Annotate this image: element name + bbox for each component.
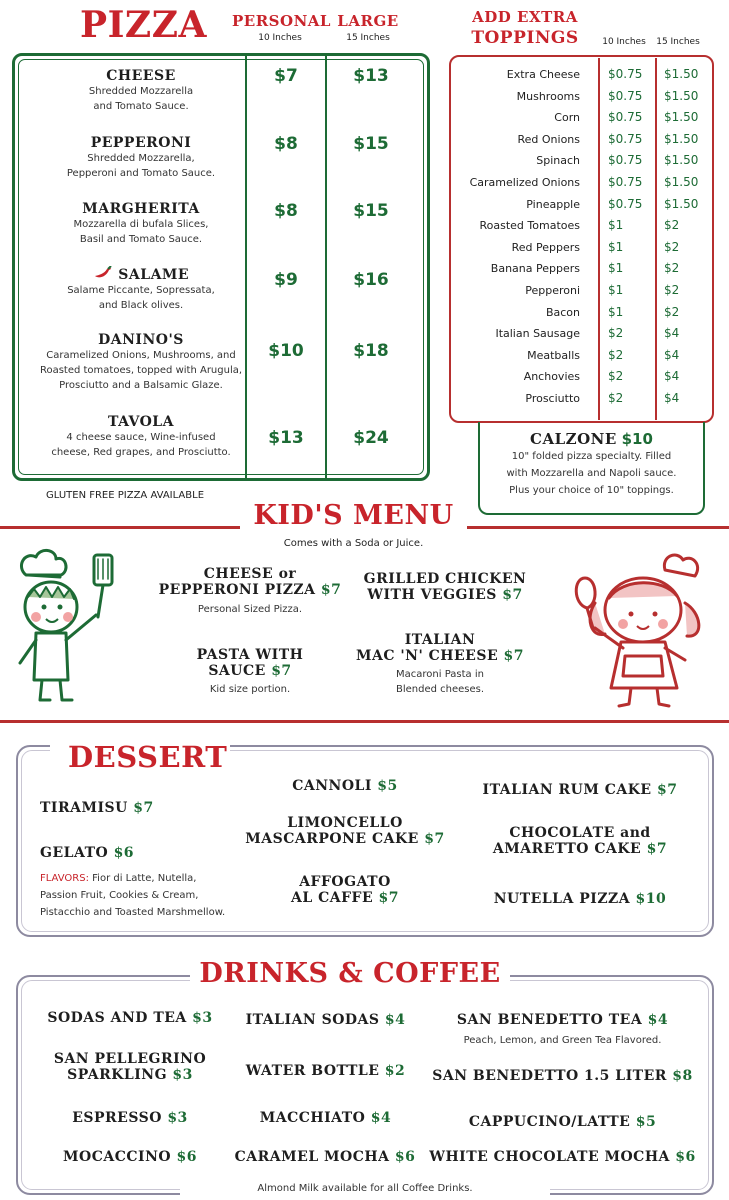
pizza-desc: Pepperoni and Tomato Sauce. [66, 168, 216, 179]
topping-name: Italian Sausage [495, 327, 580, 341]
topping-price-15: $1.50 [664, 153, 699, 168]
topping-row [449, 129, 714, 151]
drink-pellegrino [30, 1051, 230, 1083]
drink-name: SAN BENEDETTO TEA [456, 1012, 643, 1028]
drink-name: CAPPUCINO/LATTE [468, 1114, 631, 1130]
pizza-desc: and Black olives. [98, 300, 184, 311]
drink-price: $6 [675, 1149, 696, 1165]
topping-row [449, 280, 714, 302]
topping-price-15: $2 [664, 218, 680, 233]
topping-row [449, 302, 714, 324]
topping-row [449, 172, 714, 194]
topping-price-10: $0.75 [608, 88, 643, 103]
topping-price-10: $2 [608, 391, 624, 405]
dessert-item-price: $7 [424, 831, 445, 847]
drink-price: $5 [635, 1114, 657, 1130]
topping-row [449, 345, 714, 367]
drink-sodas [30, 1010, 230, 1026]
dessert-item-gelato [40, 845, 134, 861]
dessert-item-tiramisu [40, 800, 154, 816]
topping-name: Extra Cheese [506, 68, 580, 81]
topping-price-15: $2 [664, 283, 680, 297]
drink-benedetto-tea [430, 1012, 695, 1028]
pizza-desc: Basil and Tomato Sauce. [79, 234, 203, 245]
topping-row [449, 366, 714, 388]
topping-row [449, 323, 714, 345]
topping-row [449, 388, 714, 410]
toppings-title-line1: ADD EXTRA [472, 8, 578, 26]
drink-benedetto-liter [425, 1068, 700, 1084]
drink-price: $2 [384, 1063, 406, 1079]
topping-price-15: $1.50 [664, 88, 699, 103]
topping-price-10: $0.75 [608, 131, 643, 146]
pizza-desc: 4 cheese sauce, Wine-infused [66, 432, 216, 443]
drink-name: SPARKLING [67, 1067, 168, 1083]
topping-price-10: $1 [608, 239, 624, 254]
dessert-item-name: ITALIAN RUM CAKE [482, 782, 652, 798]
topping-name: Caramelized Onions [469, 176, 580, 189]
topping-name: Roasted Tomatoes [479, 219, 580, 233]
col-personal-header: PERSONAL [232, 12, 331, 30]
dessert-item-price: $5 [377, 778, 398, 794]
kids-item-name: GRILLED CHICKEN [363, 571, 527, 587]
kids-item-chicken [355, 571, 535, 603]
pizza-item-cheese [28, 68, 254, 114]
kids-item-name-row [350, 648, 530, 664]
topping-row [449, 107, 714, 129]
pizza-desc: Roasted tomatoes, topped with Arugula, [39, 365, 243, 376]
drink-price: $3 [167, 1110, 188, 1126]
topping-price-10: $2 [608, 369, 624, 384]
kids-item-name: PEPPERONI PIZZA [158, 582, 316, 598]
kids-item-name-row [355, 587, 535, 603]
kids-divider-top-right [467, 526, 729, 529]
drink-caramel-mocha [220, 1149, 430, 1165]
topping-price-15: $2 [664, 304, 680, 319]
calzone-desc: with Mozzarella and Napoli sauce. [506, 468, 677, 479]
topping-price-10: $0.75 [608, 196, 643, 211]
pizza-item-daninos [22, 332, 260, 393]
pizza-price-large: $15 [353, 134, 389, 154]
kids-item-pasta [170, 647, 330, 697]
topping-row [449, 150, 714, 172]
pizza-name: CHEESE [106, 68, 176, 84]
calzone-desc: Plus your choice of 10" toppings. [509, 485, 674, 496]
pizza-item-salame [28, 266, 254, 313]
topping-price-10: $1 [608, 261, 624, 276]
dessert-item-price: $7 [378, 890, 399, 906]
pizza-price-personal: $7 [274, 66, 298, 86]
kids-item-name: ITALIAN [404, 632, 476, 648]
topping-name: Red Onions [517, 132, 580, 146]
topping-name: Pineapple [526, 197, 580, 211]
gelato-flavors-line [40, 870, 270, 887]
topping-name: Bacon [545, 305, 580, 319]
pizza-desc: Mozzarella di bufala Slices, [73, 219, 209, 230]
kids-divider-bottom [0, 720, 729, 723]
flavors-text: Passion Fruit, Cookies & Cream, [40, 890, 199, 901]
topping-name: Red Peppers [511, 240, 580, 254]
girl-chef-illustration [565, 548, 715, 713]
pizza-price-large: $13 [353, 66, 389, 86]
kids-item-name: CHEESE or [203, 566, 297, 582]
dessert-item-price: $7 [646, 841, 668, 857]
kids-divider-top-left [0, 526, 240, 529]
drink-name: MACCHIATO [259, 1110, 366, 1126]
kids-item-name: PASTA WITH [196, 647, 304, 663]
drink-name: SAN PELLEGRINO [53, 1051, 207, 1067]
topping-price-10: $1 [608, 283, 624, 297]
drink-italian-sodas [228, 1012, 423, 1028]
drink-name-row [30, 1067, 230, 1083]
pizza-price-large: $24 [353, 428, 389, 448]
pizza-desc: cheese, Red grapes, and Prosciutto. [51, 447, 231, 458]
pizza-desc: Caramelized Onions, Mushrooms, and [46, 350, 236, 361]
topping-price-15: $4 [664, 391, 680, 405]
drink-espresso [30, 1110, 230, 1126]
topping-price-15: $2 [664, 239, 680, 254]
drink-name: SAN BENEDETTO 1.5 LITER [432, 1068, 667, 1084]
pizza-price-personal: $9 [274, 270, 298, 290]
topping-price-15: $1.50 [664, 196, 699, 211]
topping-price-15: $4 [664, 326, 680, 341]
drinks-title: DRINKS & COFFEE [199, 958, 501, 989]
drink-white-mocha [425, 1149, 700, 1165]
pizza-name-row [28, 266, 254, 283]
gluten-free-note: GLUTEN FREE PIZZA AVAILABLE [46, 490, 205, 501]
kids-item-pizza [150, 566, 350, 617]
dessert-item-price: $7 [133, 800, 154, 816]
drink-price: $8 [672, 1068, 693, 1084]
dessert-item-price: $7 [656, 782, 678, 798]
topping-price-15: $4 [664, 347, 680, 362]
topping-name: Anchovies [523, 370, 580, 384]
gelato-flavors [40, 870, 270, 921]
col-large-size: 15 Inches [346, 33, 390, 43]
kids-item-price: $7 [503, 648, 524, 664]
dessert-item-cannoli [240, 778, 450, 794]
dessert-item-name: AL CAFFE [291, 890, 374, 906]
drink-name: ITALIAN SODAS [245, 1012, 380, 1028]
calzone-title-row [478, 430, 705, 448]
pizza-item-pepperoni [28, 135, 254, 181]
topping-price-15: $1.50 [664, 110, 699, 125]
topping-name: Prosciutto [525, 392, 580, 405]
topping-name: Corn [554, 111, 580, 125]
dessert-item-name: CHOCOLATE and [509, 825, 651, 841]
dessert-item-nutella [470, 891, 690, 907]
toppings-title-line2: TOPPINGS [471, 28, 579, 48]
topping-price-10: $1 [608, 304, 624, 319]
dessert-item-name: GELATO [40, 845, 109, 861]
dessert-item-affogato [240, 874, 450, 906]
pizza-price-personal: $10 [268, 341, 304, 361]
topping-price-10: $1 [608, 218, 624, 233]
flavors-label: FLAVORS: [40, 873, 89, 884]
topping-row [449, 64, 714, 86]
drink-water [228, 1063, 423, 1079]
calzone-name: CALZONE [530, 430, 617, 448]
pizza-desc: Shredded Mozzarella [88, 86, 194, 97]
drink-price: $6 [176, 1149, 197, 1165]
dessert-item-rumcake [465, 782, 695, 798]
drink-price: $6 [394, 1149, 416, 1165]
topping-price-10: $0.75 [608, 153, 643, 168]
topping-price-10: $0.75 [608, 67, 643, 81]
topping-price-10: $0.75 [608, 110, 643, 125]
pizza-name: TAVOLA [107, 414, 174, 430]
drink-name: WHITE CHOCOLATE MOCHA [429, 1149, 670, 1165]
pizza-price-personal: $8 [274, 134, 298, 154]
pizza-price-personal: $8 [274, 201, 298, 221]
flavors-text: Fior di Latte, Nutella, [92, 873, 197, 884]
drink-mocaccino [30, 1149, 230, 1165]
drink-price: $3 [192, 1010, 213, 1026]
pizza-price-large: $16 [353, 270, 389, 290]
boy-chef-illustration [6, 545, 130, 710]
dessert-item-name: NUTELLA PIZZA [493, 891, 631, 907]
topping-price-10: $0.75 [608, 175, 643, 189]
topping-price-15: $1.50 [664, 67, 699, 81]
topping-name: Spinach [536, 154, 580, 168]
topping-price-15: $1.50 [664, 131, 699, 146]
kids-item-desc: Macaroni Pasta in [396, 669, 484, 680]
dessert-item-price: $6 [113, 845, 135, 861]
drink-macchiato [228, 1110, 423, 1126]
drink-price: $4 [647, 1012, 669, 1028]
dessert-item-limoncello [230, 815, 460, 847]
drink-name: SODAS AND TEA [47, 1010, 187, 1026]
topping-name: Mushrooms [516, 89, 580, 103]
topping-price-15: $4 [664, 369, 680, 384]
topping-row [449, 215, 714, 237]
pizza-item-tavola [28, 414, 254, 460]
pizza-price-large: $15 [353, 201, 389, 221]
calzone-price: $10 [621, 430, 653, 448]
col-large-header: LARGE [337, 12, 399, 30]
kids-item-desc: Personal Sized Pizza. [197, 604, 303, 615]
chili-pepper-icon [93, 267, 118, 283]
pizza-price-personal: $13 [268, 428, 304, 448]
dessert-item-chocolate [470, 825, 690, 857]
topping-row [449, 194, 714, 216]
calzone-desc: 10" folded pizza specialty. Filled [511, 451, 672, 462]
dessert-item-name: AMARETTO CAKE [492, 841, 642, 857]
topping-name: Meatballs [527, 348, 580, 362]
dessert-item-price: $10 [635, 891, 667, 907]
pizza-item-margherita [28, 201, 254, 247]
col-personal-size: 10 Inches [258, 33, 302, 43]
kids-subtitle: Comes with a Soda or Juice. [283, 538, 424, 549]
dessert-title: DESSERT [68, 740, 228, 774]
kids-item-mac [350, 632, 530, 697]
drink-cappucino [430, 1114, 695, 1130]
drink-price: $3 [172, 1067, 193, 1083]
pizza-name: DANINO'S [98, 332, 184, 348]
pizza-desc: Salame Piccante, Sopressata, [67, 285, 215, 296]
kids-item-price: $7 [271, 663, 292, 679]
flavors-text: Pistacchio and Toasted Marshmellow. [40, 907, 226, 918]
dessert-item-name: MASCARPONE CAKE [245, 831, 419, 847]
dessert-item-name-row [230, 831, 460, 847]
drink-name: ESPRESSO [72, 1110, 162, 1126]
drink-benedetto-tea-desc: Peach, Lemon, and Green Tea Flavored. [463, 1035, 662, 1046]
toppings-col-15: 15 Inches [656, 37, 700, 47]
drink-name: MOCACCINO [63, 1149, 172, 1165]
dessert-item-name: TIRAMISU [40, 800, 128, 816]
pizza-name: SALAME [118, 267, 190, 283]
dessert-item-name-row [240, 890, 450, 906]
kids-item-name: MAC 'N' CHEESE [356, 648, 499, 664]
kids-item-name: WITH VEGGIES [367, 587, 497, 603]
pizza-price-large: $18 [353, 341, 389, 361]
kids-item-price: $7 [502, 587, 523, 603]
kids-item-desc: Blended cheeses. [395, 684, 485, 695]
dessert-item-name: LIMONCELLO [287, 815, 403, 831]
topping-name: Banana Peppers [490, 262, 580, 276]
toppings-col-10: 10 Inches [602, 37, 646, 47]
dessert-item-name-row [470, 841, 690, 857]
kids-item-name-row [170, 663, 330, 679]
drink-name: CARAMEL MOCHA [234, 1149, 390, 1165]
dessert-item-name: CANNOLI [292, 778, 372, 794]
topping-price-10: $2 [608, 347, 624, 362]
pizza-desc: Prosciutto and a Balsamic Glaze. [59, 380, 223, 391]
kids-item-price: $7 [320, 582, 342, 598]
kids-item-name-row [150, 582, 350, 598]
drink-name: WATER BOTTLE [245, 1063, 380, 1079]
pizza-name: PEPPERONI [90, 135, 192, 151]
dessert-item-name: AFFOGATO [299, 874, 391, 890]
topping-row [449, 258, 714, 280]
pizza-divider-2 [325, 56, 327, 478]
calzone-item [478, 430, 705, 499]
pizza-title: PIZZA [80, 4, 207, 46]
kids-item-desc: Kid size portion. [209, 684, 291, 695]
drinks-footnote: Almond Milk available for all Coffee Drinks. [180, 1181, 550, 1196]
topping-price-15: $1.50 [664, 175, 699, 189]
drink-price: $4 [384, 1012, 406, 1028]
kids-title: KID'S MENU [253, 500, 454, 531]
topping-price-10: $2 [608, 326, 624, 341]
topping-name: Pepperoni [525, 284, 580, 297]
topping-price-15: $2 [664, 261, 680, 276]
kids-item-name: SAUCE [208, 663, 266, 679]
pizza-desc: Shredded Mozzarella, [87, 153, 195, 164]
pizza-desc: and Tomato Sauce. [93, 101, 189, 112]
drink-price: $4 [370, 1110, 392, 1126]
pizza-name: MARGHERITA [82, 201, 200, 217]
topping-row [449, 237, 714, 259]
topping-row [449, 86, 714, 108]
